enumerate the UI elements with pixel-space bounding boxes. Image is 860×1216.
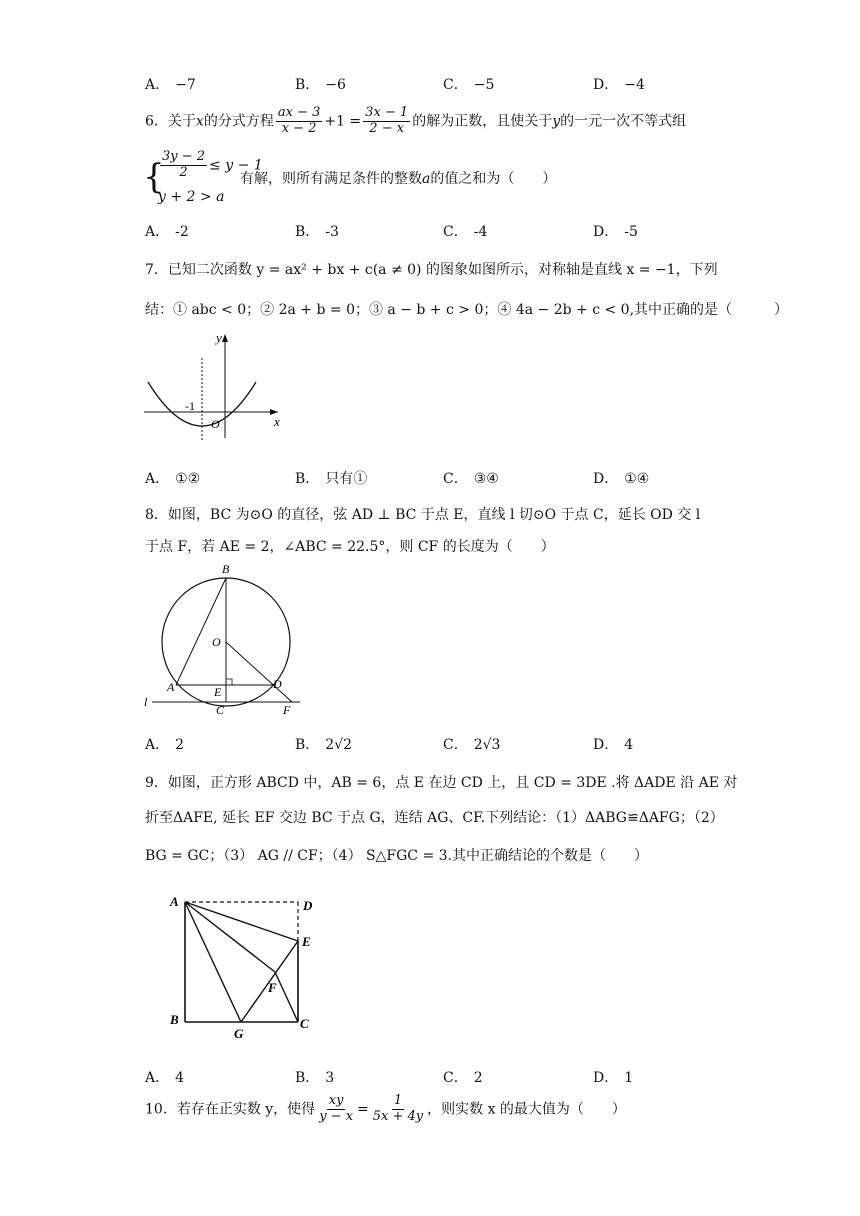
- q9-option-a: A． 4: [145, 1070, 185, 1086]
- q9-option-b: B． 3: [295, 1070, 335, 1086]
- q6-option-a: A． -2: [145, 224, 189, 240]
- q6-option-c: C． -4: [443, 224, 488, 240]
- q9-label-d: D: [303, 898, 313, 913]
- q8-option-d: D． 4: [593, 737, 634, 753]
- q9-option-d: D． 1: [593, 1070, 634, 1086]
- q6-fraction-1: $\frac{ax - 3}{x - 2}$: [277, 105, 321, 136]
- q6-inequality-1: $\frac{3y - 2}{2}$ ≤ y − 1: [162, 149, 263, 180]
- q8-label-d: D: [273, 677, 282, 691]
- q7-origin-label: O: [211, 417, 220, 431]
- q8-label-c: C: [216, 703, 225, 717]
- q8-label-a: A: [167, 680, 175, 694]
- q8-stem-line1: 8．如图，BC 为⊙O 的直径，弦 AD ⊥ BC 于点 E，直线 l 切⊙O 于点 C，延长 OD 交 l: [145, 507, 701, 523]
- q7-option-c: C． ③④: [443, 471, 499, 487]
- q8-label-f: F: [283, 703, 291, 717]
- q6-fraction-2: $\frac{3x - 1}{2 - x}$: [365, 105, 409, 136]
- q8-option-c: C． 2√3: [443, 737, 501, 753]
- q10-fraction-1: $\frac{xy}{y - x}$: [319, 1093, 354, 1124]
- q9-label-a: A: [170, 894, 179, 909]
- q6-system-brace: {: [143, 157, 165, 197]
- q7-stem-line2: 结：① abc < 0；② 2a + b = 0；③ a − b + c > 0；④ 4a − 2b + c < 0,其中正确的是（ ）: [145, 302, 789, 318]
- q9-square-figure: [160, 888, 330, 1048]
- q6-option-d: D． -5: [593, 224, 638, 240]
- q9-label-c: C: [300, 1016, 309, 1031]
- q8-option-a: A． 2: [145, 737, 185, 753]
- q6-inequality-2: y + 2 > a: [158, 189, 225, 205]
- q8-circle-figure: [140, 560, 310, 720]
- q7-x-axis-label: x: [274, 414, 280, 429]
- q8-option-b: B． 2√2: [295, 737, 353, 753]
- q7-tick-minus1: -1: [185, 399, 195, 413]
- q8-label-l: l: [144, 695, 148, 709]
- q8-label-b: B: [222, 562, 230, 576]
- q7-parabola-graph: [140, 330, 290, 440]
- q6-tail: 有解，则所有满足条件的整数a的值之和为（ ）: [240, 171, 557, 187]
- q10-fraction-2: $\frac{1}{5x + 4y}$: [372, 1093, 424, 1124]
- q7-y-axis-label: y: [216, 330, 222, 345]
- q7-option-a: A． ①②: [145, 471, 201, 487]
- q9-label-g: G: [234, 1026, 244, 1041]
- q9-option-c: C． 2: [443, 1070, 483, 1086]
- q9-label-f: F: [268, 980, 277, 995]
- q6-stem: 6．关于x的分式方程 $\frac{ax - 3}{x - 2}$ +1 = $\frac{3x - 1}{2 - x}$ 的解为正数，且使关于y的一元一次不等式组: [145, 105, 687, 136]
- q8-label-e: E: [214, 685, 222, 699]
- q8-stem-line2: 于点 F，若 AE = 2，∠ABC = 22.5°，则 CF 的长度为（ ）: [145, 539, 555, 555]
- q10-stem: 10．若存在正实数 y，使得 $\frac{xy}{y - x}$ = $\frac{1}{5x + 4y}$ ，则实数 x 的最大值为（ ）: [145, 1093, 626, 1124]
- q5-option-d: D． −4: [593, 77, 645, 93]
- q9-stem-line3: BG = GC；（3） AG // CF；（4） S△FGC = 3.其中正确结论的个数是（ ）: [145, 848, 648, 864]
- q5-option-c: C． −5: [443, 77, 495, 93]
- q7-option-d: D． ①④: [593, 471, 650, 487]
- q6-option-b: B． -3: [295, 224, 339, 240]
- q7-stem-line1: 7．已知二次函数 y = ax² + bx + c(a ≠ 0) 的图象如图所示，对称轴是直线 x = −1，下列: [145, 262, 718, 278]
- q5-option-a: A． −7: [145, 77, 196, 93]
- q9-stem-line1: 9．如图，正方形 ABCD 中，AB = 6，点 E 在边 CD 上，且 CD = 3DE .将 ΔADE 沿 AE 对: [145, 775, 738, 791]
- q5-option-b: B． −6: [295, 77, 346, 93]
- q8-label-o: O: [212, 635, 221, 649]
- q9-label-e: E: [302, 934, 311, 949]
- q7-option-b: B． 只有①: [295, 471, 368, 487]
- q9-stem-line2: 折至ΔAFE, 延长 EF 交边 BC 于点 G，连结 AG、CF.下列结论：（1）ΔABG≌ΔAFG；（2）: [145, 810, 724, 826]
- q9-label-b: B: [170, 1012, 179, 1027]
